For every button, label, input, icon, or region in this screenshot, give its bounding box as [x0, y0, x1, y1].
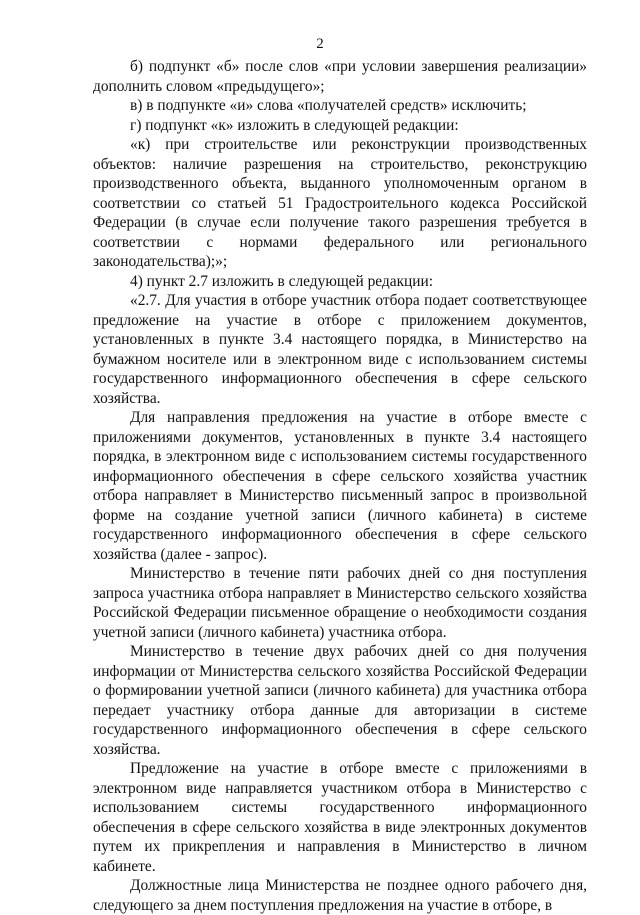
- paragraph-subitem-b: б) подпункт «б» после слов «при условии завершения реализации» дополнить словом «предыдущего»;: [93, 58, 587, 95]
- paragraph-ministry-five-days: Министерство в течение пяти рабочих дней со дня поступления запроса участника отбора направляет в Министерство сельского хозяйства Российской Федерации письменное обращение о необходимости создания учетной записи (личного кабинета) участника отбора.: [93, 565, 587, 641]
- document-body: [93, 57, 587, 915]
- paragraph-officials: Должностные лица Министерства не позднее одного рабочего дня, следующего за днем поступления предложения на участие в отборе, в: [93, 877, 587, 914]
- page-number: 2: [316, 36, 324, 52]
- paragraph-subitem-g: г) подпункт «к» изложить в следующей редакции:: [130, 116, 459, 134]
- paragraph-electronic-request: Для направления предложения на участие в отборе вместе с приложениями документов, установленных в пункте 3.4 настоящего порядка, в электронном виде с использованием системы государственного информационного обеспечения в сфере сельского хозяйства участник отбора направляет в Министерство письменный запрос в произвольной форме на создание учетной записи (личного кабинета) в системе государственного информационного обеспечения в сфере сельского хозяйства (далее - запрос).: [93, 409, 587, 563]
- paragraph-electronic-submission: Предложение на участие в отборе вместе с приложениями в электронном виде направляется участником отбора в Министерство с использованием системы государственного информационного обеспечения в сфере сельского хозяйства в виде электронных документов путем их прикрепления и направления в Министерство в личном кабинете.: [93, 760, 587, 875]
- paragraph-clause-2-7: «2.7. Для участия в отборе участник отбора подает соответствующее предложение на участие в отборе с приложением документов, установленных в пункте 3.4 настоящего порядка, в Министерство на бумажном носителе или в электронном виде с использованием системы государственного информационного обеспечения в сфере сельского хозяйства.: [93, 292, 587, 407]
- paragraph-item-4: 4) пункт 2.7 изложить в следующей редакции:: [130, 272, 434, 290]
- paragraph-subitem-k-text: «к) при строительстве или реконструкции производственных объектов: наличие разрешения на строительство, реконструкцию производственного объекта, выданного уполномоченным органом в соответствии со статьей 51 Градостроительного кодекса Российской Федерации (в случае если получение такого разрешения требуется в соответствии с нормами федерального или регионального законодательства);»;: [93, 136, 587, 270]
- paragraph-ministry-two-days: Министерство в течение двух рабочих дней со дня получения информации от Министерства сельского хозяйства Российской Федерации о формировании учетной записи (личного кабинета) для участника отбора передает участнику отбора данные для авторизации в системе государственного информационного обеспечения в сфере сельского хозяйства.: [93, 643, 587, 758]
- paragraph-subitem-v: в) в подпункте «и» слова «получателей средств» исключить;: [130, 97, 527, 114]
